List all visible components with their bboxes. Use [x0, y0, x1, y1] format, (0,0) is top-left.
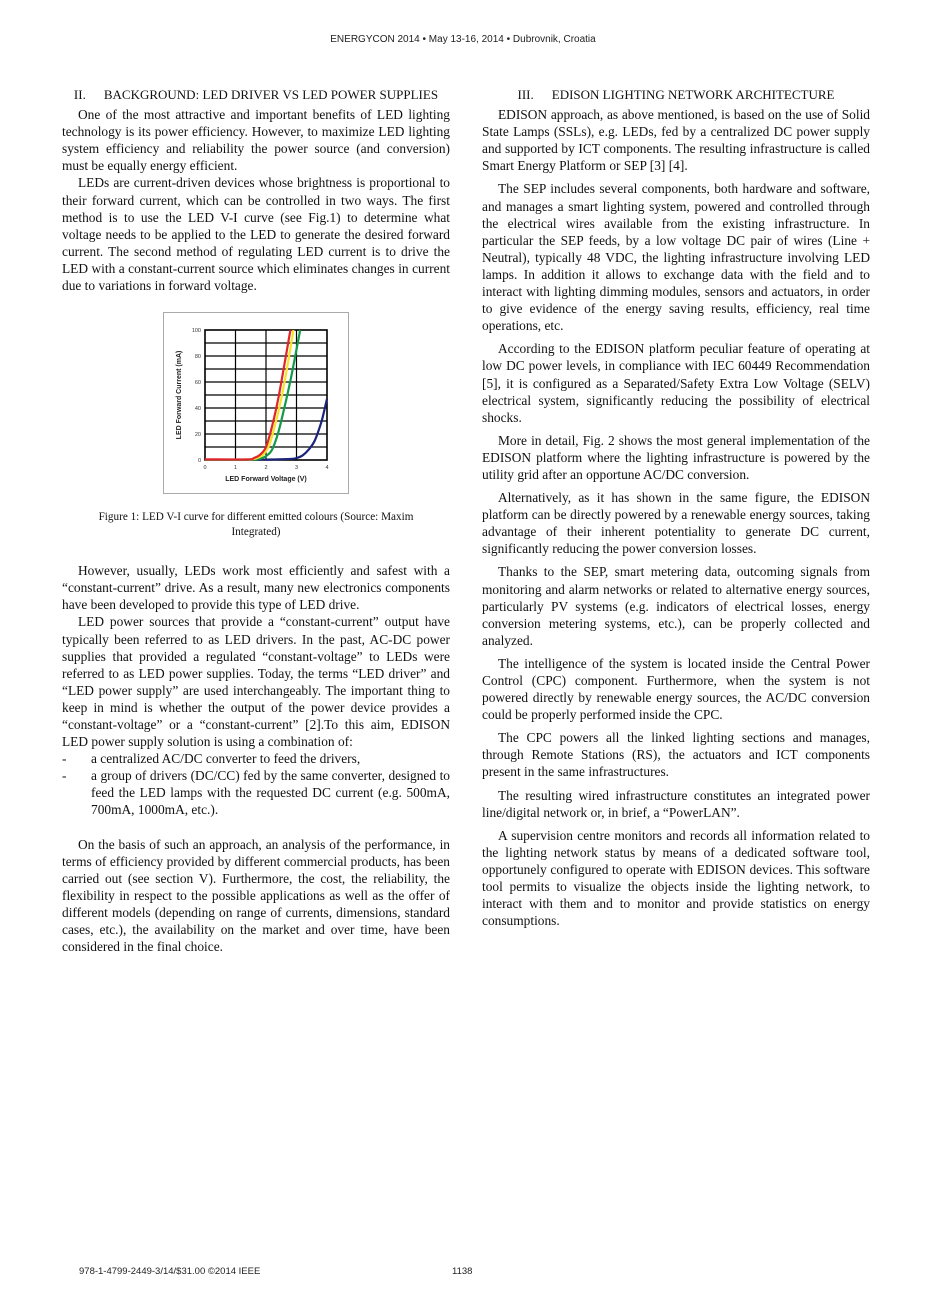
- y-tick-label: 0: [197, 458, 201, 465]
- left-column: [62, 86, 450, 955]
- section-number: III.: [517, 87, 534, 102]
- section-iii-title: [482, 86, 870, 103]
- title-part: LED: [302, 87, 328, 102]
- bullet-text: a group of drivers (DC/CC) fed by the same converter, designed to feed the LED lamps with the requested DC current (e.g. 500mA, 700mA, 1000mA, etc.).: [91, 768, 450, 818]
- paragraph: EDISON approach, as above mentioned, is based on the use of Solid State Lamps (SSLs), e.g. LEDs, fed by a centralized DC power supply and supported by ICT components. The resulting infrastructure is called Smart Energy Platform or SEP [3] [4].: [482, 107, 870, 174]
- figure-caption: Figure 1: LED V-I curve for different emitted colours (Source: Maxim Integrated): [98, 511, 414, 539]
- bullet-dash: -: [62, 751, 67, 767]
- paragraph: One of the most attractive and important benefits of LED lighting technology is its power efficiency. However, to maximize LED lighting system efficiency and reliability the power source (and conversion) must be equally energy efficient.: [62, 107, 450, 174]
- title-part: POWER SUPPLIES: [327, 87, 439, 102]
- right-column: [482, 86, 870, 935]
- x-tick-label: 4: [325, 465, 329, 472]
- chart-svg: [164, 313, 348, 493]
- paragraph: LED power sources that provide a “constant-current” output have typically been referred to as LED drivers. In the past, AC-DC power supplies that provided a regulated “constant-voltage” to LEDs were referred to as LED power supplies. Today, the terms “LED driver” and “LED power supply” are used interchangeably. The important thing to keep in mind is whether the output of the power device provides a “constant-voltage” or a “constant-current” [2].To this aim, EDISON LED power supply solution is using a combination of:: [62, 614, 450, 750]
- page-number: 1138: [452, 1266, 473, 1277]
- y-tick-label: 60: [194, 380, 201, 387]
- spacer: [62, 819, 450, 836]
- x-axis-label: LED Forward Voltage (V): [225, 476, 307, 484]
- footer-copyright: 978-1-4799-2449-3/14/$31.00 ©2014 IEEE: [79, 1266, 261, 1277]
- section-ii-title: [62, 86, 450, 103]
- x-tick-label: 1: [233, 465, 238, 472]
- running-header: ENERGYCON 2014 • May 13-16, 2014 • Dubrovnik, Croatia: [330, 34, 596, 45]
- x-tick-label: 2: [264, 465, 268, 472]
- title-initial: B: [103, 87, 113, 102]
- title-part: ACKGROUND:: [112, 87, 203, 102]
- title-part: LIGHTING NETWORK ARCHITECTURE: [599, 87, 835, 102]
- bullet-dash: -: [62, 768, 67, 784]
- paragraph: The intelligence of the system is located inside the Central Power Control (CPC) component. Furthermore, when the system is not powered directly by renewable energy sources, the AC/DC conversion could be properly performed inside the CPC.: [482, 655, 870, 723]
- y-tick-label: 80: [194, 354, 201, 361]
- paragraph: According to the EDISON platform peculiar feature of operating at low DC power levels, in compliance with IEC 60449 Recommendation [5], it is configured as a Separated/Safety Extra Low Voltage (SELV) electrical system, significantly reducing the possibility of electrical shocks.: [482, 341, 870, 425]
- paragraph: On the basis of such an approach, an analysis of the performance, in terms of efficiency provided by different commercial products, has been carried out (see section V). Furthermore, the cost, the reliability, the flexibility in respect to the possible applications as well as the offer of different models (depending on range of currents, dimensions, standard cases, etc.), the availability on the market and over time, have been considered in the final choice.: [62, 836, 450, 955]
- paragraph: The CPC powers all the linked lighting sections and manages, through Remote Stations (RS), the actuators and ICT components present in the same infrastructures.: [482, 730, 870, 780]
- paragraph: More in detail, Fig. 2 shows the most general implementation of the EDISON platform where the lighting infrastructure is powered by the utility grid after an opportune AC/DC conversion.: [482, 432, 870, 482]
- figure-1-vi-curve-chart: [163, 312, 349, 494]
- bullet-item: [62, 750, 450, 767]
- x-tick-label: 0: [203, 465, 207, 472]
- y-tick-label: 20: [194, 432, 201, 439]
- paragraph: A supervision centre monitors and records all information related to the lighting network status by means of a dedicated software tool, opportunely configured to operate with EDISON devices. This software tool permits to visualize the objects inside the lighting network, to interact with them and to monitor and provide statistics on energy consumptions.: [482, 827, 870, 929]
- bullet-text: a centralized AC/DC converter to feed the drivers,: [91, 751, 361, 767]
- paragraph: LEDs are current-driven devices whose brightness is proportional to their forward current, which can be controlled in two ways. The first method is to use the LED V-I curve (see Fig.1) to determine what voltage needs to be applied to the LED to generate the desired forward current. The second method of regulating LED current is to drive the LED with a constant-current source which eliminates changes in current due to variations in forward voltage.: [62, 175, 450, 294]
- paragraph: The SEP includes several components, both hardware and software, and manages a smart lighting system, powered and controlled through the electrical wires available from the existing infrastructure. In particular the SEP feeds, by a low voltage DC pair of wires (Line + Neutral), typically 48 VDC, the lighting infrastructure involving LED lamps. In addition it allows to exchange data with the field and to interact with lighting dimming modules, sensors and actuators, in order to give evidence of the energy saving results, efficiency, real time operations, etc.: [482, 181, 870, 334]
- paragraph: The resulting wired infrastructure constitutes an integrated power line/digital network or, in brief, a “PowerLAN”.: [482, 787, 870, 820]
- bullet-item: [62, 767, 450, 818]
- title-part: DRIVER VS: [227, 87, 303, 102]
- y-tick-label: 100: [191, 328, 201, 335]
- x-tick-label: 3: [294, 465, 299, 472]
- y-tick-label: 40: [194, 406, 201, 413]
- title-part: LED: [202, 87, 228, 102]
- section-number: II.: [73, 87, 86, 102]
- paragraph: However, usually, LEDs work most efficiently and safest with a “constant-current” drive. As a result, many new electronics components have been developed to provide this type of LED drive.: [62, 563, 450, 613]
- y-axis-label: LED Forward Current (mA): [176, 350, 183, 440]
- title-part: EDISON: [551, 87, 600, 102]
- paragraph: Alternatively, as it has shown in the same figure, the EDISON platform can be directly powered by a renewable energy sources, taking advantage of their inherent potentiality to generate DC current, significantly reducing the power conversion losses.: [482, 490, 870, 557]
- paragraph: Thanks to the SEP, smart metering data, outcoming signals from monitoring and alarm networks or related to alternative energy sources, particularly PV systems (e.g. indicators of electrical losses, energy conversion metering systems, etc.), can be properly collected and analyzed.: [482, 564, 870, 648]
